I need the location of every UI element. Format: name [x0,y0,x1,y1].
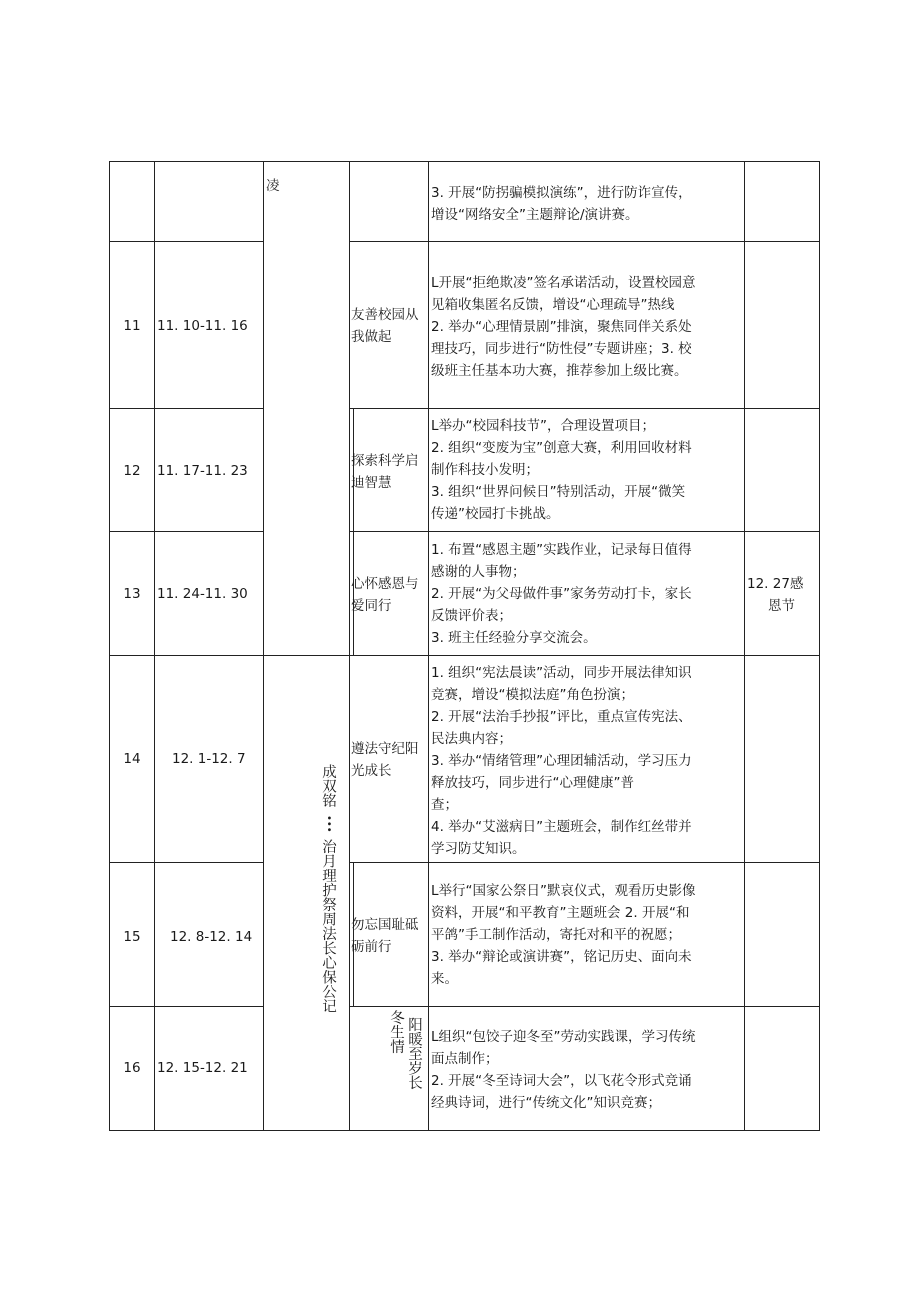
dec-vertical-col2: 治月理护祭周法长心保公记 [320,839,336,1013]
row13-remark-line1: 12. 27感 [747,576,804,592]
row11-content-line5: 级班主任基本功大赛，推荐参加上级比赛。 [431,363,688,379]
row12-date: 11. 17-11. 23 [157,463,248,479]
row13-no: 13 [123,586,141,602]
rule-row6-right [349,1006,820,1007]
row15-date: 12. 8-12. 14 [170,929,253,945]
row11-theme-line2: 我做起 [351,329,392,345]
rule-row5-left [109,862,264,863]
row11-date: 11. 10-11. 16 [157,318,248,334]
rule-row2-left [109,408,264,409]
rule-row3-right [349,531,820,532]
row14-content-line4: 民法典内容； [431,731,512,747]
dec-vertical-col1: 成双铭 [320,764,336,808]
row11-content-line3: 2. 举办“心理情景剧”排演，聚焦同伴关系处 [431,319,692,335]
row11-no: 11 [123,318,141,334]
row16-theme-col2: 冬生情 [388,1010,404,1054]
row13-content-line1: 1. 布置“感恩主题”实践作业，记录每日值得 [431,542,692,558]
row16-content-line4: 经典诗词，进行“传统文化”知识竞赛； [431,1095,661,1111]
row15-theme-line1: 勿忘国耻砥 [351,917,419,933]
row15-content-line4: 3. 举办“辩论或演讲赛”，铭记历史、面向未 [431,949,692,965]
rule-bottom [109,1130,820,1131]
col-rule-1 [109,161,110,1131]
row13-content-line5: 3. 班主任经验分享交流会。 [431,630,597,646]
row13-date: 11. 24-11. 30 [157,586,248,602]
col-rule-4b [353,408,354,656]
rule-row3-left [109,531,264,532]
row14-no: 14 [123,751,141,767]
row14-content-line5: 3. 举办“情绪管理”心理团辅活动，学习压力 [431,753,692,769]
row14-content-line1: 1. 组织“宪法晨读”活动，同步开展法律知识 [431,665,692,681]
row13-theme-line1: 心怀感恩与 [351,576,419,592]
row14-theme-line1: 遵法守纪阳 [351,741,419,757]
row13-theme-line2: 爱同行 [351,598,392,614]
row14-content-line6: 释放技巧，同步进行“心理健康”普 [431,775,634,791]
rule-row2-right [349,408,820,409]
row0-content-line2: 增设“网络安全”主题辩论/演讲赛。 [431,207,639,223]
rule-row1-right [349,241,820,242]
row15-content-line5: 来。 [431,971,458,987]
row14-content-line3: 2. 开展“法治手抄报”评比，重点宣传宪法、 [431,709,692,725]
rule-row5-right [349,862,820,863]
dec-dots: ••• [323,815,334,833]
row11-content-line4: 理技巧，同步进行“防性侵”专题讲座；3. 校 [431,341,692,357]
row14-date: 12. 1-12. 7 [172,751,246,767]
row12-theme-line2: 迪智慧 [351,475,392,491]
row11-content-line2: 见箱收集匿名反馈，增设“心理疏导”热线 [431,297,675,313]
col-rule-7 [819,161,820,1131]
row12-theme-line1: 探索科学启 [351,453,419,469]
row12-content-line2: 2. 组织“变废为宝”创意大赛，利用回收材料 [431,440,692,456]
rule-row4 [109,655,820,656]
row15-theme-line2: 砺前行 [351,939,392,955]
row16-no: 16 [123,1060,141,1076]
row14-content-line8: 4. 举办“艾滋病日”主题班会，制作红丝带并 [431,819,692,835]
row14-content-line9: 学习防艾知识。 [431,841,526,857]
row12-no: 12 [123,463,141,479]
col-rule-3 [263,161,264,1131]
row0-content-line1: 3. 开展“防拐骗模拟演练”，进行防诈宣传， [431,185,692,201]
row15-content-line1: L举行“国家公祭日”默哀仪式，观看历史影像 [431,883,696,899]
row13-content-line3: 2. 开展“为父母做件事”家务劳动打卡，家长 [431,586,692,602]
row16-theme-col1: 阳暖至岁长 [406,1017,422,1090]
col-rule-6 [744,161,745,1131]
row14-theme-line2: 光成长 [351,763,392,779]
row16-content-line2: 面点制作； [431,1051,499,1067]
row15-no: 15 [123,929,141,945]
month-cell-text: 凌 [266,178,280,194]
row12-content-line5: 传递”校园打卡挑战。 [431,506,560,522]
row14-content-line2: 竞赛，增设“模拟法庭”角色扮演； [431,687,634,703]
row12-content-line3: 制作科技小发明； [431,462,539,478]
rule-row6-left [109,1006,264,1007]
rule-top [109,161,820,162]
col-rule-2 [154,161,155,1131]
col-rule-5 [428,161,429,1131]
row13-remark-line2: 恩节 [768,598,795,614]
row13-content-line4: 反馈评价表； [431,608,512,624]
row16-content-line3: 2. 开展“冬至诗词大会”，以飞花令形式竞诵 [431,1073,692,1089]
row11-theme-line1: 友善校园从 [351,307,419,323]
row13-content-line2: 感谢的人事物； [431,564,526,580]
row12-content-line4: 3. 组织“世界问候日”特别活动，开展“微笑 [431,484,686,500]
row15-content-line3: 平鸽”手工制作活动，寄托对和平的祝愿； [431,927,681,943]
rule-row1-left [109,241,264,242]
col-rule-4 [349,161,350,1131]
row15-content-line2: 资料，开展“和平教育”主题班会 2. 开展“和 [431,905,690,921]
row12-content-line1: L举办“校园科技节”，合理设置项目； [431,418,656,434]
row14-content-line7: 查； [431,797,458,813]
row16-date: 12. 15-12. 21 [157,1060,248,1076]
row16-content-line1: L组织“包饺子迎冬至”劳动实践课，学习传统 [431,1029,696,1045]
row11-content-line1: L开展“拒绝欺凌”签名承诺活动，设置校园意 [431,275,696,291]
